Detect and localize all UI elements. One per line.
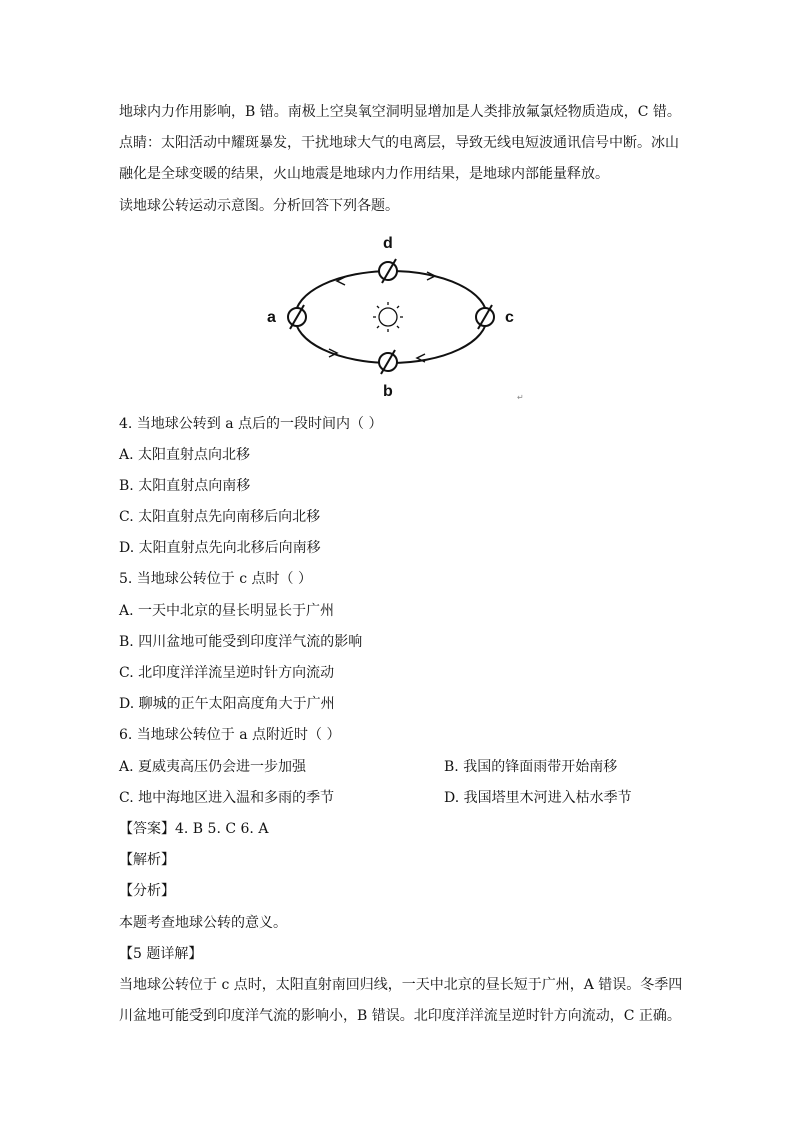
analysis-summary: 本题考查地球公转的意义。	[119, 915, 287, 931]
earth-orbit-diagram	[263, 232, 525, 404]
question-6-option-c: C. 地中海地区进入温和多雨的季节	[119, 790, 335, 806]
question-6-option-a: A. 夏威夷高压仍会进一步加强	[119, 759, 307, 775]
question-5-stem: 5. 当地球公转位于 c 点时（ ）	[119, 571, 312, 587]
label-b: b	[383, 383, 393, 400]
question-5-option-a: A. 一天中北京的昼长明显长于广州	[119, 603, 335, 619]
question-5-option-b: B. 四川盆地可能受到印度洋气流的影响	[119, 634, 363, 650]
label-a: a	[267, 309, 276, 326]
detail-heading: 【5 题详解】	[119, 946, 203, 962]
question-4-option-d: D. 太阳直射点先向北移后向南移	[119, 540, 321, 556]
text-line: 读地球公转运动示意图。分析回答下列各题。	[119, 198, 399, 214]
answer-line	[119, 819, 268, 839]
question-6-option-d: D. 我国塔里木河进入枯水季节	[444, 790, 632, 806]
sun-icon	[373, 302, 403, 332]
question-4-option-b: B. 太阳直射点向南移	[119, 478, 251, 494]
earth-position-d	[379, 259, 397, 283]
text-line: 点睛：太阳活动中耀斑暴发，干扰地球大气的电离层，导致无线电短波通讯信号中断。冰山	[119, 135, 679, 151]
question-4-option-c: C. 太阳直射点先向南移后向北移	[119, 509, 321, 525]
question-6-stem: 6. 当地球公转位于 a 点附近时（ ）	[119, 727, 341, 743]
text-line: 融化是全球变暖的结果，火山地震是地球内力作用结果，是地球内部能量释放。	[119, 166, 609, 182]
question-4-stem: 4. 当地球公转到 a 点后的一段时间内（ ）	[119, 416, 383, 432]
question-5-option-d: D. 聊城的正午太阳高度角大于广州	[119, 696, 335, 712]
earth-position-b	[379, 350, 397, 374]
label-d: d	[383, 235, 393, 252]
question-6-option-b: B. 我国的锋面雨带开始南移	[444, 759, 618, 775]
text-line: 地球内力作用影响，B 错。南极上空臭氧空洞明显增加是人类排放氟氯烃物质造成，C 错。	[119, 104, 681, 120]
earth-position-c	[476, 305, 494, 329]
analysis-heading: 【解析】	[119, 852, 175, 868]
earth-position-a	[288, 305, 306, 329]
return-mark: ↵	[517, 393, 524, 402]
detail-line: 当地球公转位于 c 点时，太阳直射南回归线，一天中北京的昼长短于广州，A 错误。冬季四	[119, 977, 683, 993]
question-4-option-a: A. 太阳直射点向北移	[119, 447, 251, 463]
label-c: c	[505, 309, 514, 326]
fenxi-heading: 【分析】	[119, 883, 175, 899]
detail-line: 川盆地可能受到印度洋气流的影响小，B 错误。北印度洋洋流呈逆时针方向流动，C 正确。	[119, 1008, 681, 1024]
question-5-option-c: C. 北印度洋洋流呈逆时针方向流动	[119, 665, 335, 681]
answer-values: 4. B 5. C 6. A	[175, 821, 269, 837]
answer-label: 【答案】	[119, 821, 175, 837]
